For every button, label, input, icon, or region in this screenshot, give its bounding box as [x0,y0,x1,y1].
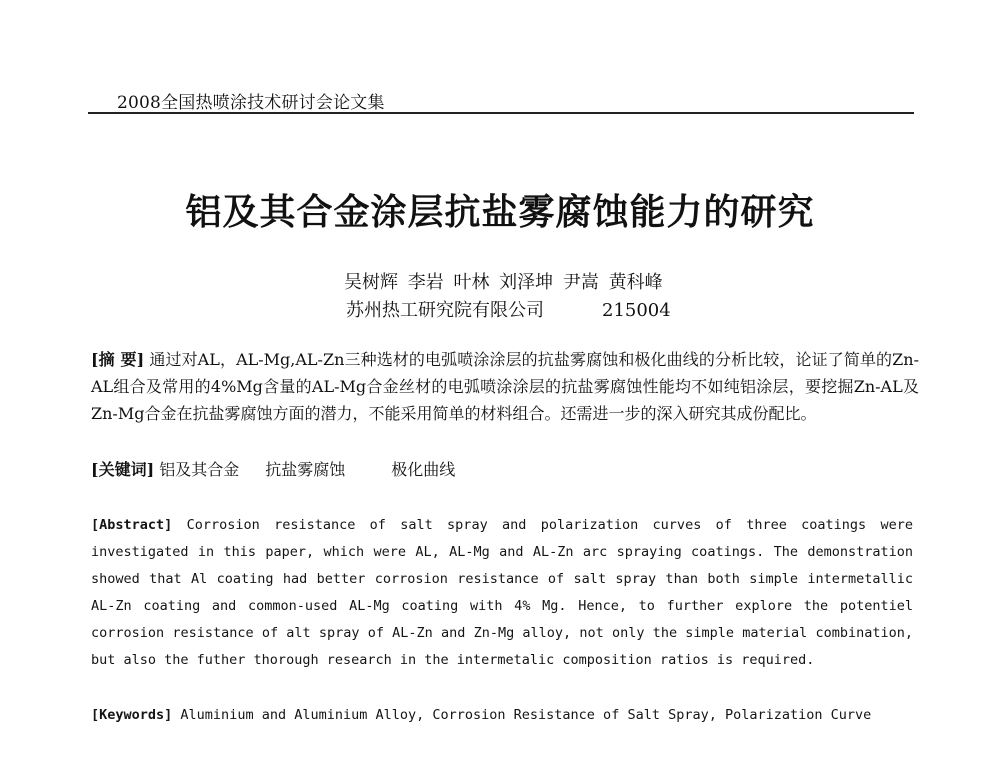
english-keywords [91,702,913,729]
author-list: 吴树辉 李岩 叶林 刘泽坤 尹嵩 黄科峰 [344,272,663,293]
paper-title: 铝及其合金涂层抗盐雾腐蚀能力的研究 [185,191,815,233]
english-keywords-label: [Keywords] [91,707,173,723]
english-abstract [91,512,913,674]
postcode: 215004 [602,300,671,321]
chinese-keywords-label: [关键词] [91,460,155,479]
chinese-keyword: 抗盐雾腐蚀 [265,460,346,479]
chinese-keyword: 铝及其合金 [159,460,240,479]
chinese-keyword: 极化曲线 [391,460,456,479]
chinese-keywords [91,456,481,483]
affiliation-line [346,296,671,322]
english-abstract-label: [Abstract] [91,517,173,533]
chinese-abstract [91,346,919,427]
english-keywords-text: Aluminium and Aluminium Alloy, Corrosion Resistance of Salt Spray, Polarization Curve [180,707,872,723]
header-rule [88,112,914,114]
affiliation-name: 苏州热工研究院有限公司 [346,300,544,321]
chinese-abstract-text: 通过对AL，AL-Mg,AL-Zn三种选材的电弧喷涂涂层的抗盐雾腐蚀和极化曲线的分析比较，论证了简单的Zn-AL组合及常用的4%Mg含量的AL-Mg合金丝材的电弧喷涂涂层的抗盐雾腐蚀性能均不如纯铝涂层，要挖掘Zn-AL及Zn-Mg合金在抗盐雾腐蚀方面的潜力，不能采用简单的材料组合。还需进一步的深入研究其成份配比。 [91,350,919,423]
chinese-abstract-label: [摘 要] [91,350,145,369]
english-abstract-text: Corrosion resistance of salt spray and polarization curves of three coatings were investigated in this paper, which were AL, AL-Mg and AL-Zn arc spraying coatings. The demonstration showed that Al coating had better corrosion resistance of salt spray than both simple intermetallic AL-Zn coating and common-used AL-Mg coating with 4% Mg. Hence, to further explore the potentiel corrosion resistance of alt spray of AL-Zn and Zn-Mg alloy, not only the simple material combination, but also the futher thorough research in the intermetalic composition ratios is required. [91,517,914,668]
running-header: 2008全国热喷涂技术研讨会论文集 [117,93,385,113]
